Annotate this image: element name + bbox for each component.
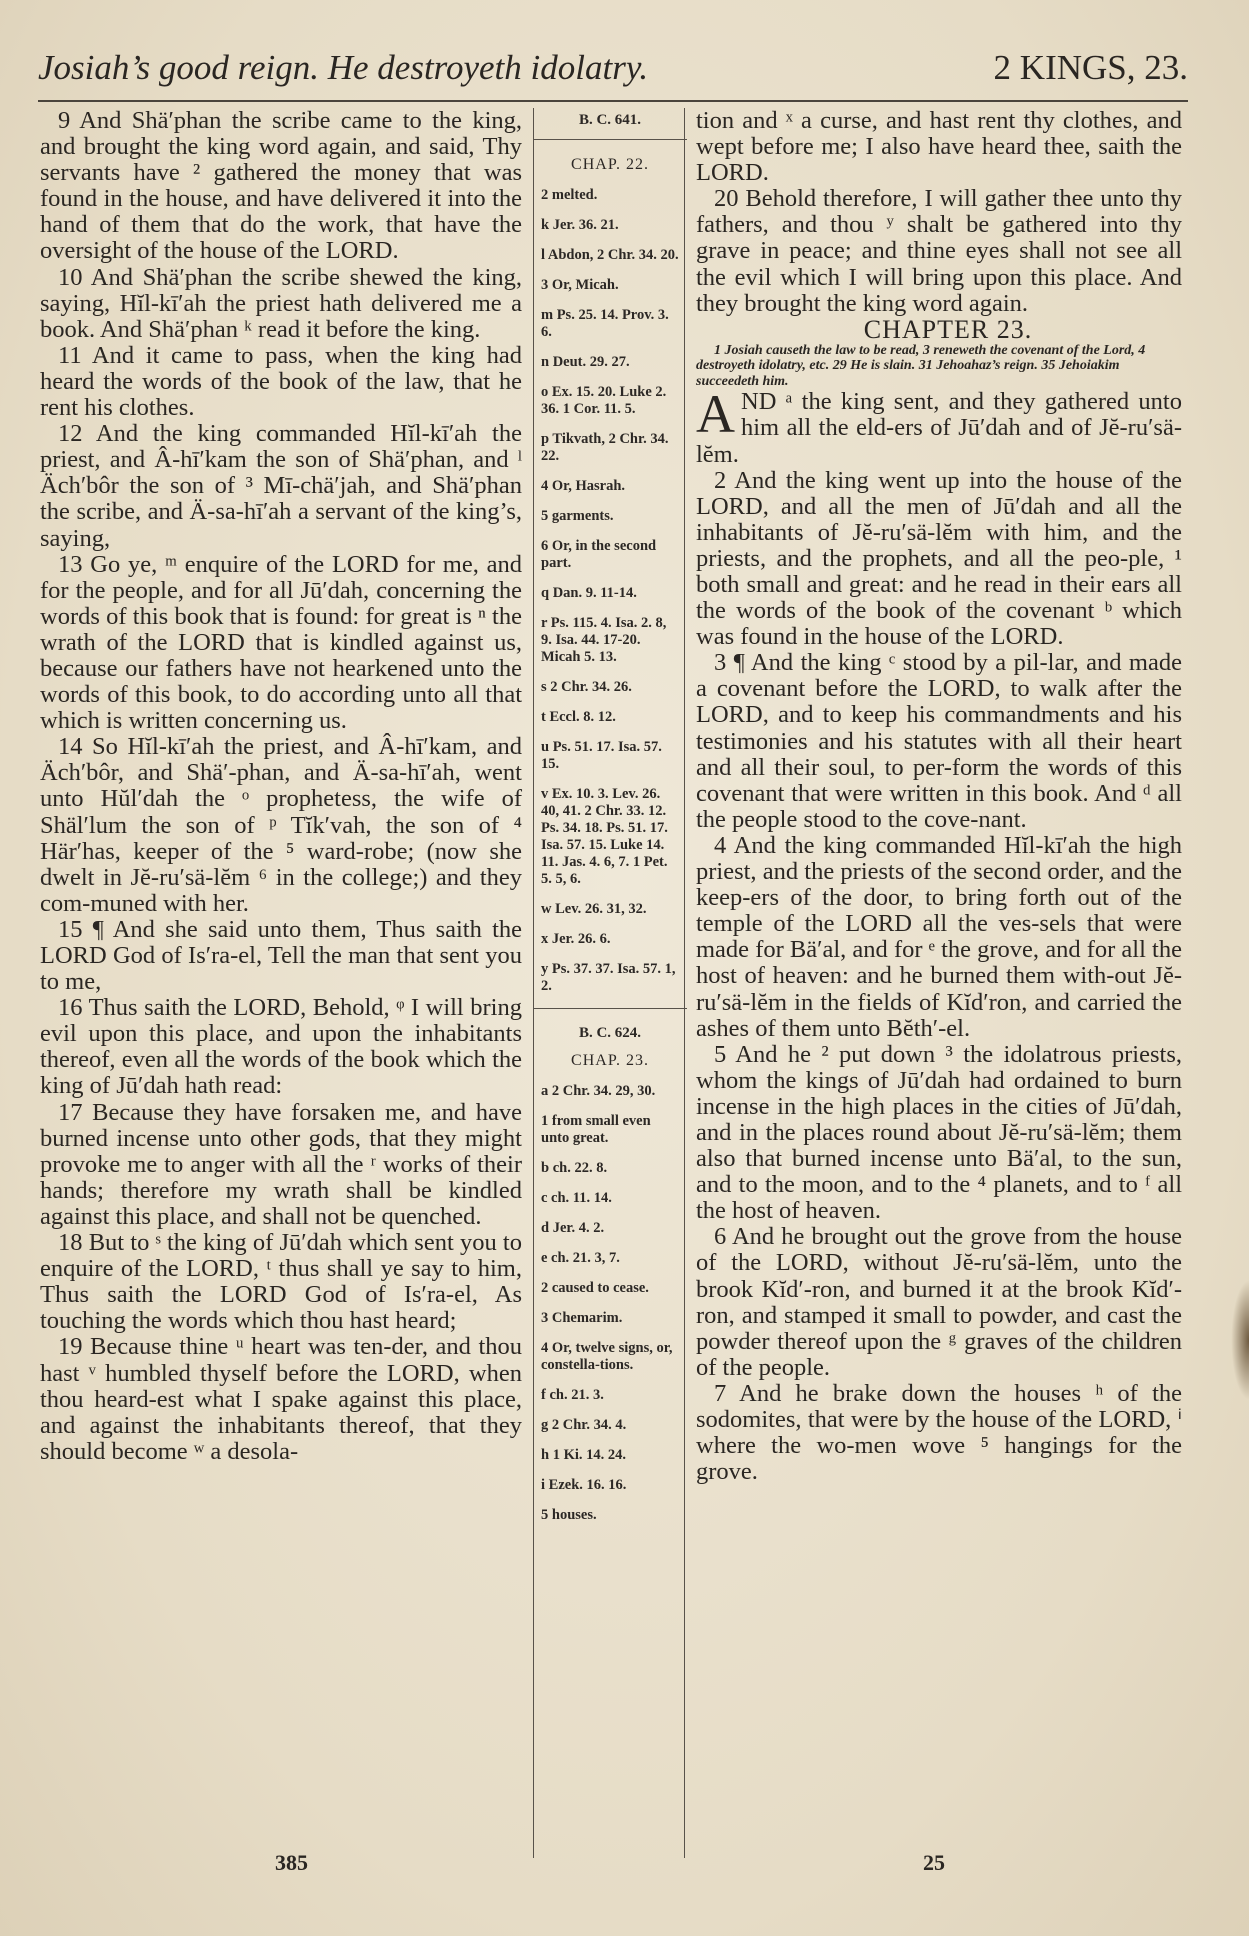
reference-separator: [533, 139, 687, 140]
verse-22-10: 10 And Shä′phan the scribe shewed the king, saying, Hĭl-kī′ah the priest hath delivered me a book. And Shä′phan ᵏ read it before the king.: [40, 263, 522, 343]
cross-reference: 3 Chemarim.: [541, 1310, 623, 1326]
cross-reference: o Ex. 15. 20. Luke 2. 36. 1 Cor. 11. 5.: [541, 384, 667, 417]
cross-reference: r Ps. 115. 4. Isa. 2. 8, 9. Isa. 44. 17-20. Micah 5. 13.: [541, 615, 667, 665]
folio-number-left: 385: [275, 1850, 308, 1875]
header-left-title: Josiah’s good reign. He destroyeth idolatry.: [38, 48, 649, 87]
verse-23-7: 7 And he brake down the houses ʰ of the sodomites, that were by the house of the LORD, ⁱ where the wo-men wove ⁵ hangings for the grove.: [696, 1379, 1182, 1486]
left-text-column: [40, 108, 522, 1465]
verse-22-19: 19 Because thine ᵘ heart was ten-der, and thou hast ᵛ humbled thyself before the LORD, when thou heard-est what I spake against this place, and against the inhabitants thereof, that they should become ʷ a desola-: [40, 1333, 522, 1465]
cross-reference: w Lev. 26. 31, 32.: [541, 901, 647, 917]
cross-reference: b ch. 22. 8.: [541, 1160, 608, 1176]
cross-reference: 4 Or, Hasrah.: [541, 478, 626, 494]
cross-reference: u Ps. 51. 17. Isa. 57. 15.: [541, 739, 662, 772]
cross-reference: 5 houses.: [541, 1507, 597, 1523]
cross-reference: 3 Or, Micah.: [541, 277, 619, 293]
chapter-marker-22: CHAP. 22.: [571, 156, 649, 173]
cross-reference: m Ps. 25. 14. Prov. 3. 6.: [541, 307, 669, 340]
verse-22-11: 11 And it came to pass, when the king had heard the words of the book of the law, that he rent his clothes.: [40, 341, 522, 422]
cross-reference: 1 from small even unto great.: [541, 1113, 651, 1146]
chapter-heading: CHAPTER 23.: [863, 314, 1033, 344]
cross-reference: p Tikvath, 2 Chr. 34. 22.: [541, 431, 669, 464]
right-text-column: [696, 108, 1182, 1485]
column-divider-left: [533, 108, 534, 1858]
verse-22-20: 20 Behold therefore, I will gather thee unto thy fathers, and thou ʸ shalt be gathered into thy grave in peace; and thine eyes shall not see all the evil which I will bring upon this place. And they brought the king word again.: [696, 185, 1182, 317]
verse-23-1-text: ND ᵃ the king sent, and they gathered unto him all the eld-ers of Jū′dah and of Jĕ-ru′sä-lĕm.: [696, 388, 1182, 468]
cross-reference: 4 Or, twelve signs, or, constella-tions.: [541, 1340, 673, 1373]
verse-22-14: 14 So Hĭl-kī′ah the priest, and Â-hī′kam, and Äch′bôr, and Shä′-phan, and Ä-sa-hī′ah, went unto Hŭl′dah the ᵒ prophetess, the wife of Shäl′lum the son of ᵖ Tĭk′vah, the son of ⁴ Här′has, keeper of the ⁵ ward-robe; (now she dwelt in Jĕ-ru′sä-lĕm ⁶ in the college;) and they com-muned with her.: [40, 733, 522, 917]
cross-reference: 2 melted.: [541, 187, 598, 203]
cross-reference: y Ps. 37. 37. Isa. 57. 1, 2.: [541, 961, 676, 994]
cross-reference: 2 caused to cease.: [541, 1280, 649, 1296]
cross-reference: q Dan. 9. 11-14.: [541, 585, 637, 601]
header-rule: [38, 100, 1188, 102]
date-marker-top: B. C. 641.: [578, 112, 642, 128]
verse-22-13: 13 Go ye, ᵐ enquire of the LORD for me, and for the people, and for all Jū′dah, concerning the words of this book that is found: for great is ⁿ the wrath of the LORD that is kindled against us, because our fathers have not hearkened unto the words of this book, to do according unto all that which is written concerning us.: [40, 550, 522, 735]
cross-reference: d Jer. 4. 2.: [541, 1220, 605, 1236]
verse-22-18: 18 But to ˢ the king of Jū′dah which sent you to enquire of the LORD, ᵗ thus shall ye say to him, Thus saith the LORD God of Is′ra-el, As touching the words which thou hast heard;: [40, 1229, 522, 1335]
cross-reference: k Jer. 36. 21.: [541, 217, 619, 233]
header-book-chapter: 2 KINGS, 23.: [993, 48, 1188, 87]
cross-reference: h 1 Ki. 14. 24.: [541, 1447, 626, 1463]
cross-reference: c ch. 11. 14.: [541, 1190, 612, 1206]
cross-reference: v Ex. 10. 3. Lev. 26. 40, 41. 2 Chr. 33. 12. Ps. 34. 18. Ps. 51. 17. Isa. 57. 15. Luke 14. 11. Jas. 4. 6, 7. 1 Pet. 5. 5, 6.: [541, 786, 668, 887]
column-divider-right: [684, 108, 685, 1858]
verse-22-15: 15 ¶ And she said unto them, Thus saith the LORD God of Is′ra-el, Tell the man that sent you to me,: [40, 915, 522, 996]
cross-reference: g 2 Chr. 34. 4.: [541, 1417, 627, 1433]
verse-22-9: 9 And Shä′phan the scribe came to the king, and brought the king word again, and said, Thy servants have ² gathered the money that was found in the house, and have delivered it into the hand of them that do the work, that have the oversight of the house of the LORD.: [40, 107, 522, 265]
date-marker-bottom: B. C. 624.: [578, 1025, 642, 1041]
verse-23-1: [696, 384, 1182, 468]
cross-reference: a 2 Chr. 34. 29, 30.: [541, 1083, 656, 1099]
verse-22-12: 12 And the king commanded Hĭl-kī′ah the priest, and Â-hī′kam the son of Shä′phan, and ˡ Äch′bôr the son of ³ Mī-chä′jah, and Shä′phan the scribe, and Ä-sa-hī′ah a servant of the king’s, saying,: [40, 420, 522, 552]
verse-22-17: 17 Because they have forsaken me, and have burned incense unto other gods, that they might provoke me to anger with all the ʳ works of their hands; therefore my wrath shall be kindled against this place, and shall not be quenched.: [40, 1098, 522, 1230]
verse-22-19-continued: tion and ˣ a curse, and hast rent thy clothes, and wept before me; I also have heard thee, saith the LORD.: [696, 107, 1182, 187]
chapter-marker-23: CHAP. 23.: [571, 1052, 649, 1069]
page-edge-thumb-shadow: [1231, 1280, 1249, 1400]
verse-23-2: 2 And the king went up into the house of the LORD, and all the men of Jū′dah and all the inhabitants of Jĕ-ru′sä-lĕm with him, and the priests, and the prophets, and all the peo-ple, ¹ both small and great: and he read in their ears all the words of the book of the covenant ᵇ which was found in the house of the LORD.: [696, 466, 1182, 651]
verse-23-3: 3 ¶ And the king ᶜ stood by a pil-lar, and made a covenant before the LORD, to walk after the LORD, and to keep his commandments and his testimonies and his statutes with all their heart and all their soul, to per-form the words of this covenant that were written in this book. And ᵈ all the people stood to the cove-nant.: [696, 649, 1182, 833]
running-header: [38, 48, 1188, 100]
cross-reference: e ch. 21. 3, 7.: [541, 1250, 620, 1266]
cross-reference: s 2 Chr. 34. 26.: [541, 679, 632, 695]
cross-reference: f ch. 21. 3.: [541, 1387, 604, 1403]
cross-reference-column: [533, 108, 685, 1858]
verse-22-16: 16 Thus saith the LORD, Behold, ᵠ I will bring evil upon this place, and upon the inhabitants thereof, even all the words of the book which the king of Jū′dah hath read:: [40, 994, 522, 1100]
drop-capital: A: [696, 384, 735, 445]
reference-separator: [533, 1008, 687, 1009]
chapter-summary: 1 Josiah causeth the law to be read, 3 reneweth the covenant of the Lord, 4 destroyeth idolatry, etc. 29 He is slain. 31 Jehoahaz’s reign. 35 Jehoiakim succeedeth him.: [696, 342, 1146, 389]
verse-23-4: 4 And the king commanded Hĭl-kī′ah the high priest, and the priests of the second order, and the keep-ers of the door, to bring forth out of the temple of the LORD all the ves-sels that were made for Bä′al, and for ᵉ the grove, and for all the host of heaven: and he burned them with-out Jĕ-ru′sä-lĕm in the fields of Kĭd′ron, and carried the ashes of them unto Bĕth′-el.: [696, 831, 1182, 1042]
cross-reference: l Abdon, 2 Chr. 34. 20.: [541, 247, 679, 263]
cross-reference: n Deut. 29. 27.: [541, 354, 630, 370]
cross-reference: 5 garments.: [541, 508, 614, 524]
verse-23-5: 5 And he ² put down ³ the idolatrous priests, whom the kings of Jū′dah had ordained to burn incense in the high places in the cities of Jū′dah, and in the places round about Jĕ-ru′sä-lĕm; them also that burned incense unto Bä′al, to the sun, and to the moon, and to the ⁴ planets, and to ᶠ all the host of heaven.: [696, 1040, 1182, 1225]
cross-reference: t Eccl. 8. 12.: [541, 709, 616, 725]
cross-reference: x Jer. 26. 6.: [541, 931, 611, 947]
cross-reference: i Ezek. 16. 16.: [541, 1477, 627, 1493]
verse-23-6: 6 And he brought out the grove from the house of the LORD, without Jĕ-ru′sä-lĕm, unto the brook Kĭd′-ron, and burned it at the brook Kĭd′-ron, and stamped it small to powder, and cast the powder thereof upon the ᵍ graves of the children of the people.: [696, 1223, 1182, 1381]
cross-reference: 6 Or, in the second part.: [541, 538, 657, 571]
folio-number-right: 25: [923, 1850, 945, 1875]
